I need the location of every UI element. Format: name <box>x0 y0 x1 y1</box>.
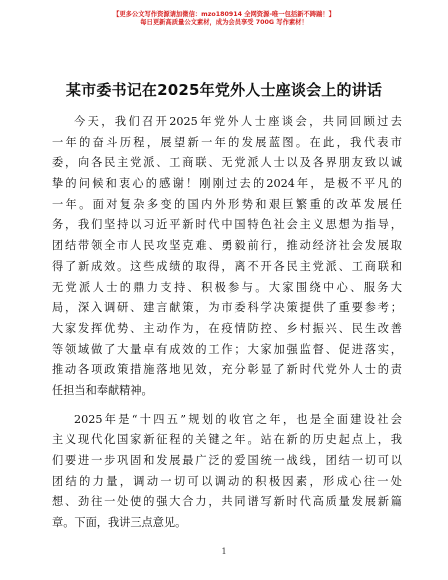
paragraph-line: 局，深入调研、建言献策，为市委科学决策提供了重要参考； <box>52 301 402 315</box>
promo-banner-line-1: 【更多公文写作资源请加微信：mzo180914 全网资源-唯一包括新不踌踹！】 <box>113 11 335 18</box>
paragraph-line: 团结带领全市人民攻坚克难、勇毅前行，推动经济社会发展取 <box>52 239 402 253</box>
paragraph-line: 务，我们坚持以习近平新时代中国特色社会主义思想为指导， <box>52 218 402 232</box>
paragraph-line: 一年的奋斗历程，展望新一年的发展蓝图。在此，我代表市 <box>52 135 402 149</box>
promo-banner-line-2: 每日更新高质量公文素材，成为会员享受 700G 写作素材！ <box>140 19 308 26</box>
paragraph-line: 推动各项政策措施落地见效，充分彰显了新时代党外人士的责 <box>52 363 402 377</box>
document-title: 某市委书记在2025年党外人士座谈会上的讲话 <box>65 81 383 99</box>
paragraph-line: 章。下面，我讲三点意见。 <box>52 516 187 530</box>
paragraph-line: 想、劲往一处使的强大合力，共同谱写新时代高质量发展新篇 <box>52 495 402 509</box>
paragraph-line: 团结的力量，调动一切可以调动的积极因素，形成心往一处 <box>52 474 402 488</box>
paragraph-line: 无党派人士的鼎力支持、积极参与。大家围绕中心、服务大 <box>52 280 402 294</box>
paragraph-line: 挚的问候和衷心的感谢！刚刚过去的2024年，是极不平凡的 <box>52 177 402 191</box>
paragraph-line: 2025年是“十四五”规划的收官之年，也是全面建设社会 <box>74 412 402 426</box>
paragraph-line: 任担当和奉献精神。 <box>52 383 153 397</box>
paragraph-2 <box>52 410 402 534</box>
page-number: 1 <box>221 547 227 556</box>
paragraph-line: 今天，我们召开2025年党外人士座谈会，共同回顾过去 <box>74 115 402 128</box>
paragraph-line: 委，向各民主党派、工商联、无党派人士以及各界朋友致以诚 <box>52 156 402 170</box>
paragraph-1 <box>52 112 402 402</box>
paragraph-line: 们要进一步巩固和发展最广泛的爱国统一战线，团结一切可以 <box>52 454 402 467</box>
paragraph-line: 大家发挥优势、主动作为，在疫情防控、乡村振兴、民生改善 <box>52 321 402 335</box>
paragraph-line: 主义现代化国家新征程的关键之年。站在新的历史起点上，我 <box>52 433 402 447</box>
paragraph-line: 得了新成效。这些成绩的取得，离不开各民主党派、工商联和 <box>52 259 402 273</box>
promo-banner <box>0 11 448 27</box>
paragraph-line: 等领域做了大量卓有成效的工作；大家加强监督、促进落实， <box>52 342 402 356</box>
paragraph-line: 一年。面对复杂多变的国内外形势和艰巨繁重的改革发展任 <box>52 197 402 211</box>
document-body <box>52 112 402 534</box>
